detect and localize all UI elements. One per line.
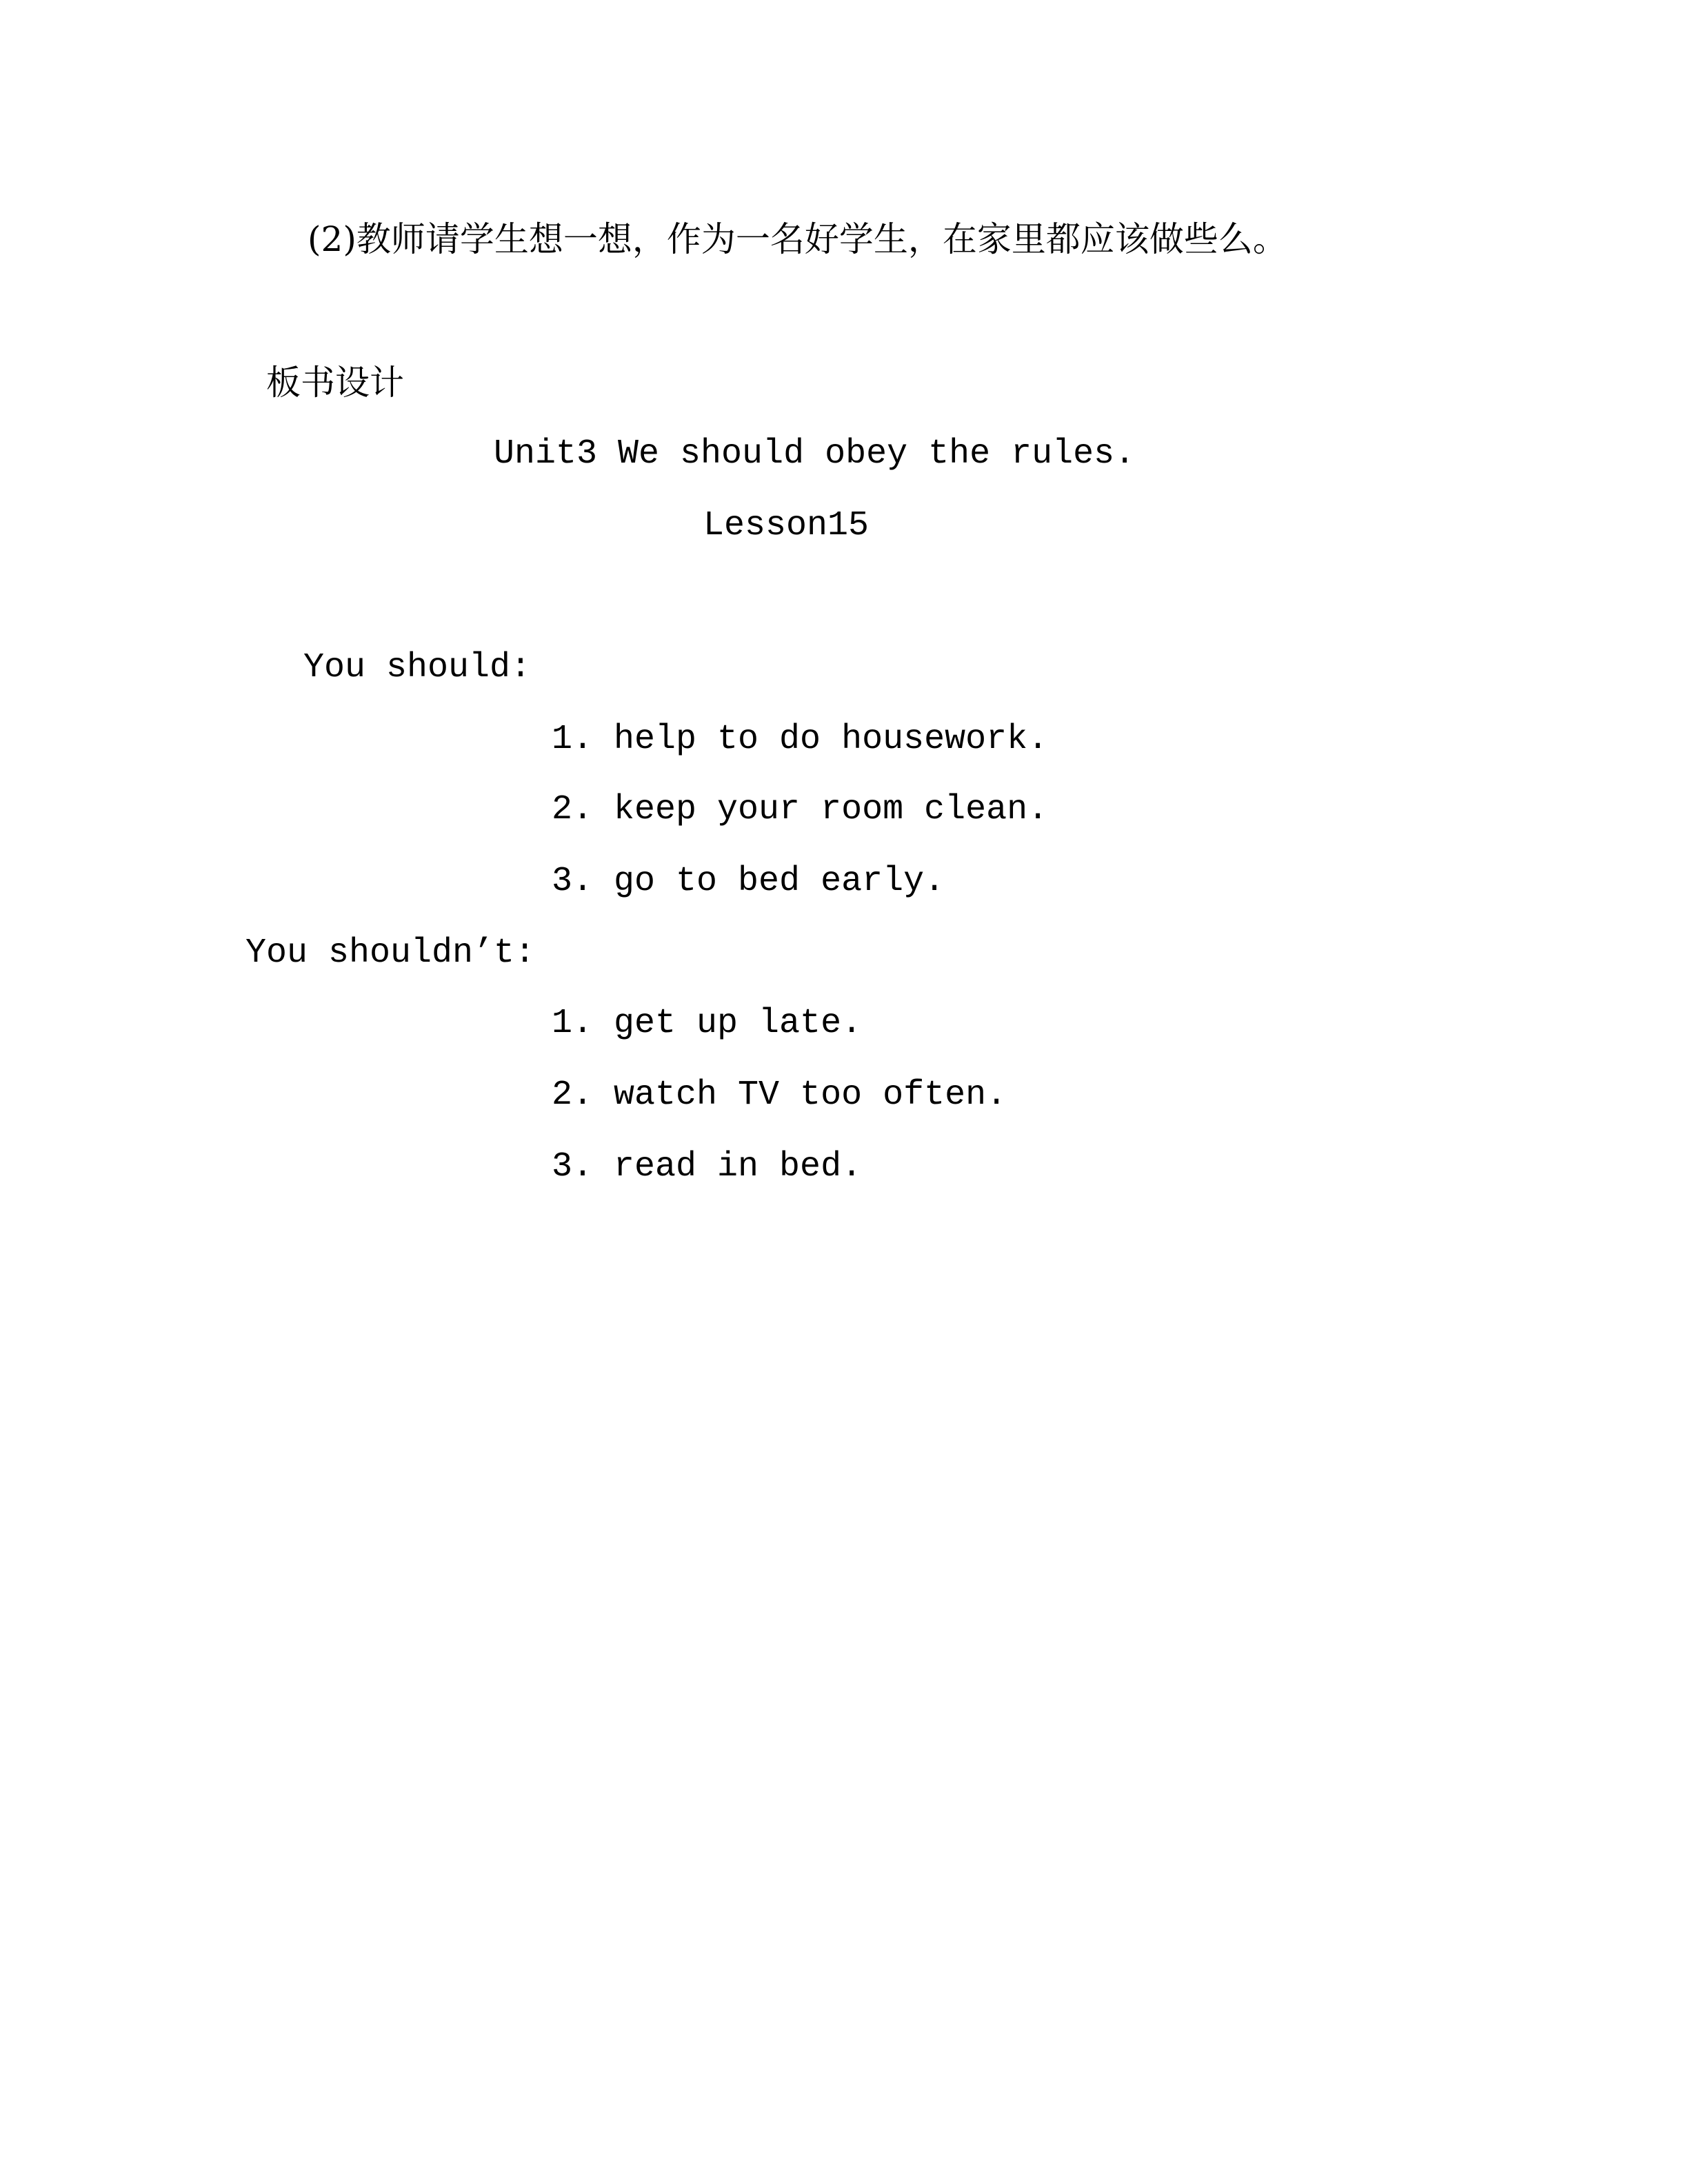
instruction-text: (2)教师请学生想一想，作为一名好学生，在家里都应该做些么。 — [308, 219, 1287, 259]
should-item: 1. help to do housework. — [552, 720, 1049, 759]
shouldnt-item: 2. watch TV too often. — [552, 1075, 1007, 1115]
shouldnt-item: 1. get up late. — [552, 1004, 863, 1043]
shouldnt-item: 3. read in bed. — [552, 1147, 863, 1186]
should-item: 2. keep your room clean. — [552, 790, 1049, 829]
shouldnt-label: You shouldn’t: — [245, 933, 536, 973]
unit-title: Unit3 We should obey the rules. — [494, 434, 1136, 474]
should-label: You should: — [303, 648, 532, 687]
board-design-heading: 板书设计 — [266, 363, 404, 403]
should-item: 3. go to bed early. — [552, 862, 945, 901]
lesson-title: Lesson15 — [703, 506, 870, 545]
